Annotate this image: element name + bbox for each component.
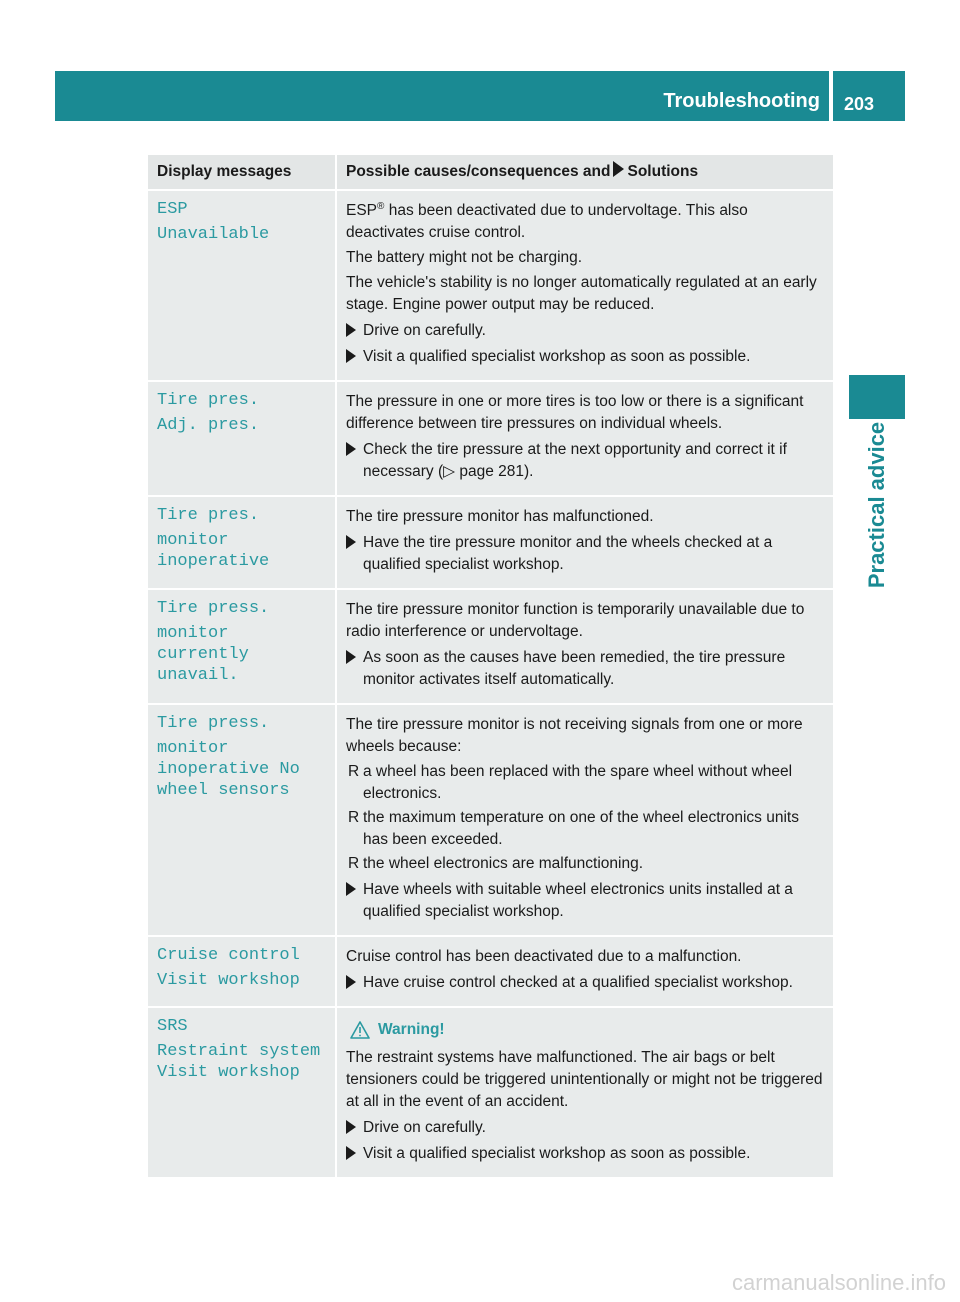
warning-heading (346, 1019, 827, 1041)
display-messages-table (148, 155, 833, 1179)
display-text: monitor (157, 531, 229, 550)
display-text: Tire pres. (157, 506, 260, 525)
table-row (148, 704, 833, 936)
solution-step (346, 532, 827, 576)
display-message-cell (148, 936, 336, 1007)
arrow-icon (346, 442, 356, 456)
description: The restraint systems have malfunctioned. The air bags or belt tensioners could be triggered unintentionally or might not be triggered at all in the event of an accident. (346, 1049, 823, 1110)
causes-cell (336, 589, 833, 704)
description: The vehicle's stability is no longer automatically regulated at an early stage. Engine power output may be reduced. (346, 274, 817, 313)
description-text: has been deactivated due to undervoltage. This also deactivates cruise control. (346, 202, 748, 241)
step-text: Have the tire pressure monitor and the wheels checked at a qualified specialist workshop. (363, 534, 773, 573)
solution-step (346, 346, 827, 368)
table-header-row (148, 155, 833, 190)
solution-step (346, 647, 827, 691)
step-text: Drive on carefully. (363, 322, 486, 339)
description: Cruise control has been deactivated due to a malfunction. (346, 948, 742, 965)
column-header-causes-label: Possible causes/consequences and (346, 163, 611, 180)
arrow-icon (346, 349, 356, 363)
causes-cell (336, 190, 833, 381)
bullet-mark: R (348, 855, 360, 872)
description: The battery might not be charging. (346, 249, 583, 266)
bullet-mark: R (348, 809, 360, 826)
section-tab (849, 375, 905, 419)
arrow-icon (346, 535, 356, 549)
bullet-mark: R (348, 763, 360, 780)
watermark: carmanualsonline.info (731, 1270, 946, 1295)
solution-step (346, 439, 827, 483)
column-header-display: Display messages (148, 155, 336, 190)
step-text: Drive on carefully. (363, 1119, 486, 1136)
table-row (148, 1007, 833, 1178)
causes-cell (336, 936, 833, 1007)
arrow-icon (346, 1120, 356, 1134)
bullet-item (346, 853, 827, 875)
solution-step (346, 320, 827, 342)
display-message-cell (148, 381, 336, 496)
header-divider (829, 71, 833, 121)
causes-cell (336, 704, 833, 936)
description (346, 200, 827, 244)
bullet-text: the maximum temperature on one of the wheel electronics units has been exceeded. (363, 809, 799, 848)
display-text: wheel sensors (157, 781, 290, 800)
warning-triangle-icon (350, 1021, 370, 1039)
page-reference-link[interactable]: page 281). (455, 463, 534, 480)
table-row (148, 496, 833, 589)
solution-step (346, 1117, 827, 1139)
step-text: Have wheels with suitable wheel electronics units installed at a qualified specialist workshop. (363, 881, 793, 920)
table-row (148, 589, 833, 704)
causes-cell (336, 381, 833, 496)
display-message-cell (148, 496, 336, 589)
arrow-icon (346, 882, 356, 896)
warning-label: Warning! (378, 1021, 445, 1038)
display-text: Visit workshop (157, 1063, 300, 1082)
bullet-item (346, 761, 827, 805)
column-header-solutions-label: Solutions (627, 163, 699, 180)
display-text: ESP (157, 200, 188, 219)
display-message-cell (148, 704, 336, 936)
arrow-icon (346, 975, 356, 989)
display-text: Visit workshop (157, 971, 300, 990)
table-row (148, 381, 833, 496)
display-text: SRS (157, 1017, 188, 1036)
description: The tire pressure monitor has malfunctioned. (346, 508, 654, 525)
step-text: Have cruise control checked at a qualified specialist workshop. (363, 974, 793, 991)
display-text: Tire pres. (157, 391, 260, 410)
page-reference-icon: ▷ (443, 463, 456, 480)
causes-cell (336, 1007, 833, 1178)
display-text: unavail. (157, 666, 239, 685)
step-text: Visit a qualified specialist workshop as soon as possible. (363, 348, 751, 365)
display-text: Cruise control (157, 946, 300, 965)
description-text: ESP (346, 202, 378, 219)
display-text: Tire press. (157, 714, 270, 733)
page-title: Troubleshooting (663, 90, 820, 112)
bullet-text: a wheel has been replaced with the spare wheel without wheel electronics. (363, 763, 793, 802)
table-row (148, 190, 833, 381)
arrow-icon (613, 161, 624, 177)
description: The tire pressure monitor function is temporarily unavailable due to radio interference or undervoltage. (346, 601, 805, 640)
section-label: Practical advice (864, 421, 889, 589)
display-text: monitor (157, 739, 229, 758)
display-text: inoperative (157, 552, 270, 571)
display-text: Adj. pres. (157, 416, 260, 435)
solution-step (346, 879, 827, 923)
display-text: Unavailable (157, 225, 270, 244)
column-header-causes (336, 155, 833, 190)
arrow-icon (346, 323, 356, 337)
display-text: monitor currently (157, 624, 249, 664)
arrow-icon (346, 1146, 356, 1160)
step-text: As soon as the causes have been remedied, the tire pressure monitor activates itself automatically. (363, 649, 786, 688)
page-number: 203 (844, 94, 875, 114)
display-message-cell (148, 190, 336, 381)
display-text: Restraint system (157, 1042, 321, 1061)
step-text: Check the tire pressure at the next opportunity and correct it if necessary ( (363, 441, 787, 480)
registered-mark: ® (377, 200, 385, 212)
table-row (148, 936, 833, 1007)
bullet-item (346, 807, 827, 851)
solution-step (346, 1143, 827, 1165)
display-message-cell (148, 589, 336, 704)
bullet-text: the wheel electronics are malfunctioning. (363, 855, 644, 872)
arrow-icon (346, 650, 356, 664)
description: The pressure in one or more tires is too low or there is a significant difference between tire pressures on individual wheels. (346, 393, 804, 432)
solution-step (346, 972, 827, 994)
display-text: Tire press. (157, 599, 270, 618)
step-text: Visit a qualified specialist workshop as soon as possible. (363, 1145, 751, 1162)
display-message-cell (148, 1007, 336, 1178)
display-text: inoperative No (157, 760, 300, 779)
description: The tire pressure monitor is not receiving signals from one or more wheels because: (346, 716, 803, 755)
causes-cell (336, 496, 833, 589)
